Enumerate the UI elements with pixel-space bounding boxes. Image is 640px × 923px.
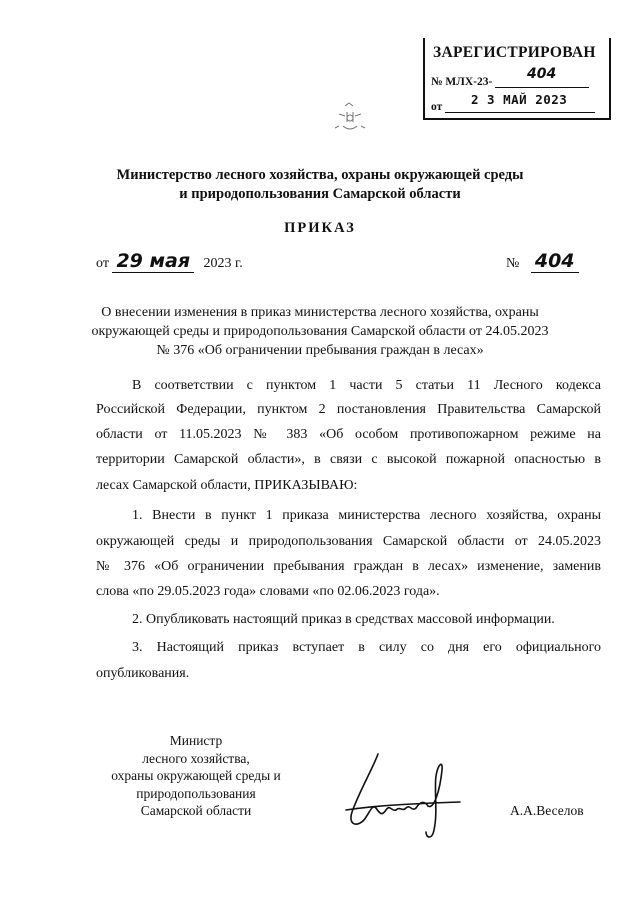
body-paragraph2-line3: № 376 «Об ограничении пребывания граждан в лесах» изменение, заменив <box>96 559 601 574</box>
body-paragraph1-line5: лесах Самарской области, ПРИКАЗЫВАЮ: <box>96 478 358 493</box>
stamp-number-row <box>431 73 589 88</box>
order-subject-line1: О внесении изменения в приказ министерства лесного хозяйства, охраны <box>101 305 539 320</box>
signatory-title-line2: лесного хозяйства, <box>142 750 250 766</box>
order-number-handwritten: 404 <box>531 250 579 273</box>
document-type-title: ПРИКАЗ <box>284 220 356 236</box>
signer-name: А.А.Веселов <box>510 803 584 818</box>
stamp-date-value: 2 3 МАЙ 2023 <box>471 92 568 107</box>
order-date-prefix: от <box>96 256 109 271</box>
signatory-title-line4: природопользования <box>136 785 256 801</box>
order-year: 2023 г. <box>203 256 243 271</box>
body-paragraph2-line4: слова «по 29.05.2023 года» словами «по 02.06.2023 года». <box>96 584 440 599</box>
coat-of-arms-emblem <box>323 100 377 136</box>
ministry-name-line2: и природопользования Самарской области <box>179 186 461 202</box>
body-paragraph1-line2: Российской Федерации, пунктом 2 постановления Правительства Самарской <box>96 402 601 417</box>
signatory-title-line5: Самарской области <box>140 803 252 818</box>
order-subject-line2: окружающей среды и природопользования Самарской области от 24.05.2023 <box>91 324 549 339</box>
stamp-number-handwritten: 404 <box>527 66 557 82</box>
stamp-date-prefix: от <box>431 101 443 113</box>
body-paragraph1-line1: В соответствии с пунктом 1 части 5 статьи 11 Лесного кодекса <box>132 378 601 393</box>
body-paragraph3-line1: 2. Опубликовать настоящий приказ в средствах массовой информации. <box>132 612 555 627</box>
body-paragraph2-line1: 1. Внести в пункт 1 приказа министерства лесного хозяйства, охраны <box>132 508 601 523</box>
stamp-title: ЗАРЕГИСТРИРОВАН <box>433 44 596 61</box>
order-number-line <box>506 250 579 272</box>
signatory-title-line1: Министр <box>169 733 223 748</box>
body-paragraph4-line2: опубликования. <box>96 666 190 681</box>
body-paragraph4-line1: 3. Настоящий приказ вступает в силу со дня его официального <box>132 640 601 655</box>
order-date-line <box>96 250 243 272</box>
signatory-title <box>86 732 306 820</box>
body-paragraph1-line4: территории Самарской области», в связи с высокой пожарной опасностью в <box>96 452 601 467</box>
body-paragraph2-line2: окружающей среды и природопользования Самарской области от 24.05.2023 <box>96 534 601 549</box>
handwritten-signature <box>342 750 462 850</box>
order-number-prefix: № <box>506 256 520 271</box>
stamp-number-prefix: № МЛХ-23- <box>431 76 493 88</box>
order-date-handwritten: 29 мая <box>112 250 194 273</box>
signatory-title-line3: охраны окружающей среды и <box>111 768 281 783</box>
body-paragraph1-line3: области от 11.05.2023 № 383 «Об особом противопожарном режиме на <box>96 427 601 442</box>
ministry-name-line1: Министерство лесного хозяйства, охраны окружающей среды <box>116 167 524 183</box>
order-subject-line3: № 376 «Об ограничении пребывания граждан в лесах» <box>156 343 484 358</box>
registration-stamp <box>423 38 611 120</box>
